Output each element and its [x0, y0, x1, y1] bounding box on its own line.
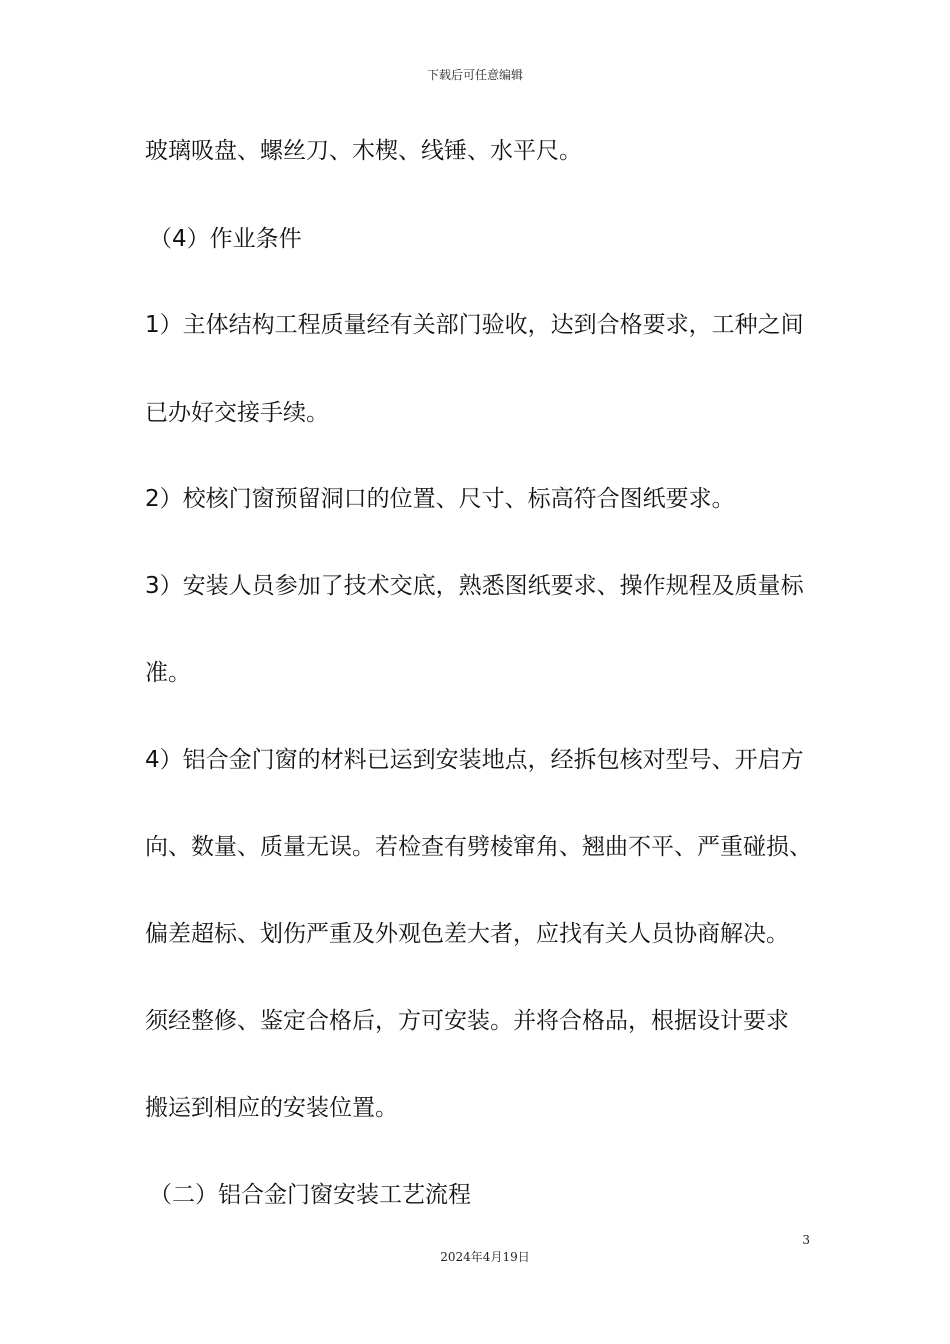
body-line-11: 须经整修、鉴定合格后，方可安装。并将合格品，根据设计要求	[145, 1008, 789, 1034]
body-line-12: 搬运到相应的安装位置。	[145, 1095, 398, 1121]
body-line-7: 准。	[145, 660, 191, 686]
body-line-3: 1）主体结构工程质量经有关部门验收，达到合格要求，工种之间	[145, 312, 804, 338]
body-line-9: 向、数量、质量无误。若检查有劈棱窜角、翘曲不平、严重碰损、	[145, 834, 812, 860]
body-line-8: 4）铝合金门窗的材料已运到安装地点，经拆包核对型号、开启方	[145, 747, 804, 773]
page-header: 下载后可任意编辑	[426, 68, 523, 82]
body-line-1: 玻璃吸盘、螺丝刀、木楔、线锤、水平尺。	[145, 138, 582, 164]
footer-date: 2024年4月19日	[440, 1250, 530, 1264]
section-heading-process-flow: （二）铝合金门窗安装工艺流程	[149, 1182, 471, 1208]
body-line-6: 3）安装人员参加了技术交底，熟悉图纸要求、操作规程及质量标	[145, 573, 804, 599]
body-line-5: 2）校核门窗预留洞口的位置、尺寸、标高符合图纸要求。	[145, 486, 735, 512]
page-number: 3	[802, 1233, 810, 1247]
section-heading-work-conditions: （4）作业条件	[149, 226, 302, 252]
body-line-4: 已办好交接手续。	[145, 400, 329, 426]
body-line-10: 偏差超标、划伤严重及外观色差大者，应找有关人员协商解决。	[145, 921, 789, 947]
